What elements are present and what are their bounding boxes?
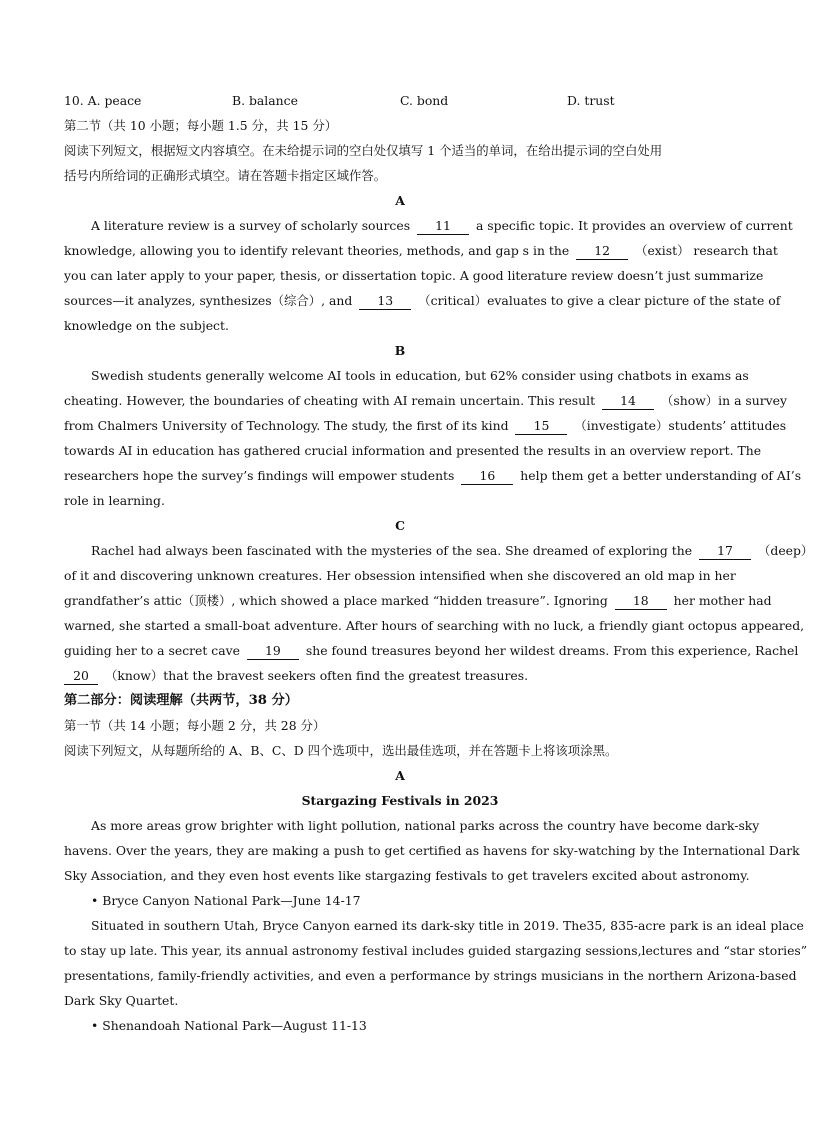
instruction-line: 阅读下列短文，根据短文内容填空。在未给提示词的空白处仅填写 1 个适当的单词，在给出提示词的空白处用 bbox=[64, 143, 663, 158]
blank-12: 12 bbox=[576, 243, 628, 260]
text: Rachel had always been fascinated with the mysteries of the sea. She dreamed of exploring the bbox=[91, 543, 693, 558]
text-line: presentations, family-friendly activities, and even a performance by strings musicians in the northern Arizona-based bbox=[64, 968, 797, 983]
text: researchers hope the survey’s findings will empower students bbox=[64, 468, 455, 483]
text-line: role in learning. bbox=[64, 493, 165, 508]
blank-19: 19 bbox=[247, 643, 299, 660]
text-line bbox=[64, 288, 781, 313]
exam-page bbox=[64, 88, 813, 1038]
text-line: havens. Over the years, they are making a push to get certified as havens for sky-watching by the International Dark bbox=[64, 843, 800, 858]
text: （know）that the bravest seekers often find the greatest treasures. bbox=[104, 668, 529, 683]
text: A literature review is a survey of scholarly sources bbox=[91, 218, 411, 233]
text-line: As more areas grow brighter with light pollution, national parks across the country have become dark-sky bbox=[91, 818, 760, 833]
blank-11: 11 bbox=[417, 218, 469, 235]
option-c: C. bond bbox=[400, 93, 449, 108]
text-line: Sky Association, and they even host events like stargazing festivals to get travelers excited about astronomy. bbox=[64, 868, 750, 883]
blank-18: 18 bbox=[615, 593, 667, 610]
instruction-line: 阅读下列短文，从每题所给的 A、B、C、D 四个选项中，选出最佳选项，并在答题卡上将该项涂黑。 bbox=[64, 743, 618, 758]
text-line bbox=[64, 213, 793, 238]
text-line: towards AI in education has gathered crucial information and presented the results in an overview report. The bbox=[64, 443, 762, 458]
section2-title: 第二节（共 10 小题；每小题 1.5 分，共 15 分） bbox=[64, 118, 338, 133]
text-line: to stay up late. This year, its annual astronomy festival includes guided stargazing sessions,lectures and “star stories” bbox=[64, 943, 808, 958]
bullet-item: • Shenandoah National Park—August 11-13 bbox=[91, 1018, 367, 1033]
text-line bbox=[64, 663, 736, 688]
text: （investigate）students’ attitudes bbox=[574, 418, 787, 433]
option-b: B. balance bbox=[232, 93, 298, 108]
text-line bbox=[64, 638, 799, 663]
text: she found treasures beyond her wildest dreams. From this experience, Rachel bbox=[305, 643, 799, 658]
text: a specific topic. It provides an overview of current bbox=[475, 218, 793, 233]
blank-17: 17 bbox=[699, 543, 751, 560]
text: her mother had bbox=[673, 593, 772, 608]
section1-title: 第一节（共 14 小题；每小题 2 分，共 28 分） bbox=[64, 718, 326, 733]
passage-heading: A bbox=[395, 768, 405, 783]
instruction-line: 括号内所给词的正确形式填空。请在答题卡指定区域作答。 bbox=[64, 168, 387, 183]
text-line: Swedish students generally welcome AI tools in education, but 62% consider using chatbots in exams as bbox=[91, 368, 749, 383]
blank-13: 13 bbox=[359, 293, 411, 310]
text: （exist） research that bbox=[635, 243, 778, 258]
text-line bbox=[64, 413, 787, 438]
text-line bbox=[64, 538, 813, 563]
blank-15: 15 bbox=[515, 418, 567, 435]
text: （deep） bbox=[758, 543, 813, 558]
text: from Chalmers University of Technology. The study, the first of its kind bbox=[64, 418, 509, 433]
text-line bbox=[64, 588, 772, 613]
text-line: of it and discovering unknown creatures. Her obsession intensified when she discovered an old map in her bbox=[64, 568, 736, 583]
bullet-item: • Bryce Canyon National Park—June 14-17 bbox=[91, 893, 361, 908]
passage-heading: B bbox=[394, 343, 406, 358]
blank-16: 16 bbox=[461, 468, 513, 485]
article-title: Stargazing Festivals in 2023 bbox=[301, 793, 499, 808]
passage-heading: C bbox=[395, 518, 405, 533]
text: sources—it analyzes, synthesizes（综合）, and bbox=[64, 293, 353, 308]
text-line: warned, she started a small-boat adventure. After hours of searching with no luck, a friendly giant octopus appeared, bbox=[64, 618, 805, 633]
part2-title: 第二部分：阅读理解（共两节，38 分） bbox=[64, 693, 298, 708]
text: guiding her to a secret cave bbox=[64, 643, 240, 658]
text-line: you can later apply to your paper, thesis, or dissertation topic. A good literature review doesn’t just summarize bbox=[64, 268, 764, 283]
blank-20: 20 bbox=[64, 668, 98, 685]
text-line bbox=[64, 238, 778, 263]
option-d: D. trust bbox=[567, 93, 615, 108]
passage-heading: A bbox=[395, 193, 405, 208]
text-line bbox=[64, 388, 787, 413]
text: （critical）evaluates to give a clear picture of the state of bbox=[418, 293, 781, 308]
text: （show）in a survey bbox=[661, 393, 787, 408]
text-line bbox=[64, 463, 802, 488]
text: cheating. However, the boundaries of cheating with AI remain uncertain. This result bbox=[64, 393, 596, 408]
text-line: knowledge on the subject. bbox=[64, 318, 229, 333]
text: help them get a better understanding of AI’s bbox=[520, 468, 802, 483]
text: knowledge, allowing you to identify relevant theories, methods, and gap s in the bbox=[64, 243, 570, 258]
text-line: Situated in southern Utah, Bryce Canyon earned its dark-sky title in 2019. The35, 835-acre park is an ideal place bbox=[91, 918, 804, 933]
text: grandfather’s attic（顶楼）, which showed a place marked “hidden treasure”. Ignoring bbox=[64, 593, 608, 608]
option-a: 10. A. peace bbox=[64, 93, 142, 108]
text-line: Dark Sky Quartet. bbox=[64, 993, 179, 1008]
q10-options bbox=[64, 88, 736, 113]
blank-14: 14 bbox=[602, 393, 654, 410]
